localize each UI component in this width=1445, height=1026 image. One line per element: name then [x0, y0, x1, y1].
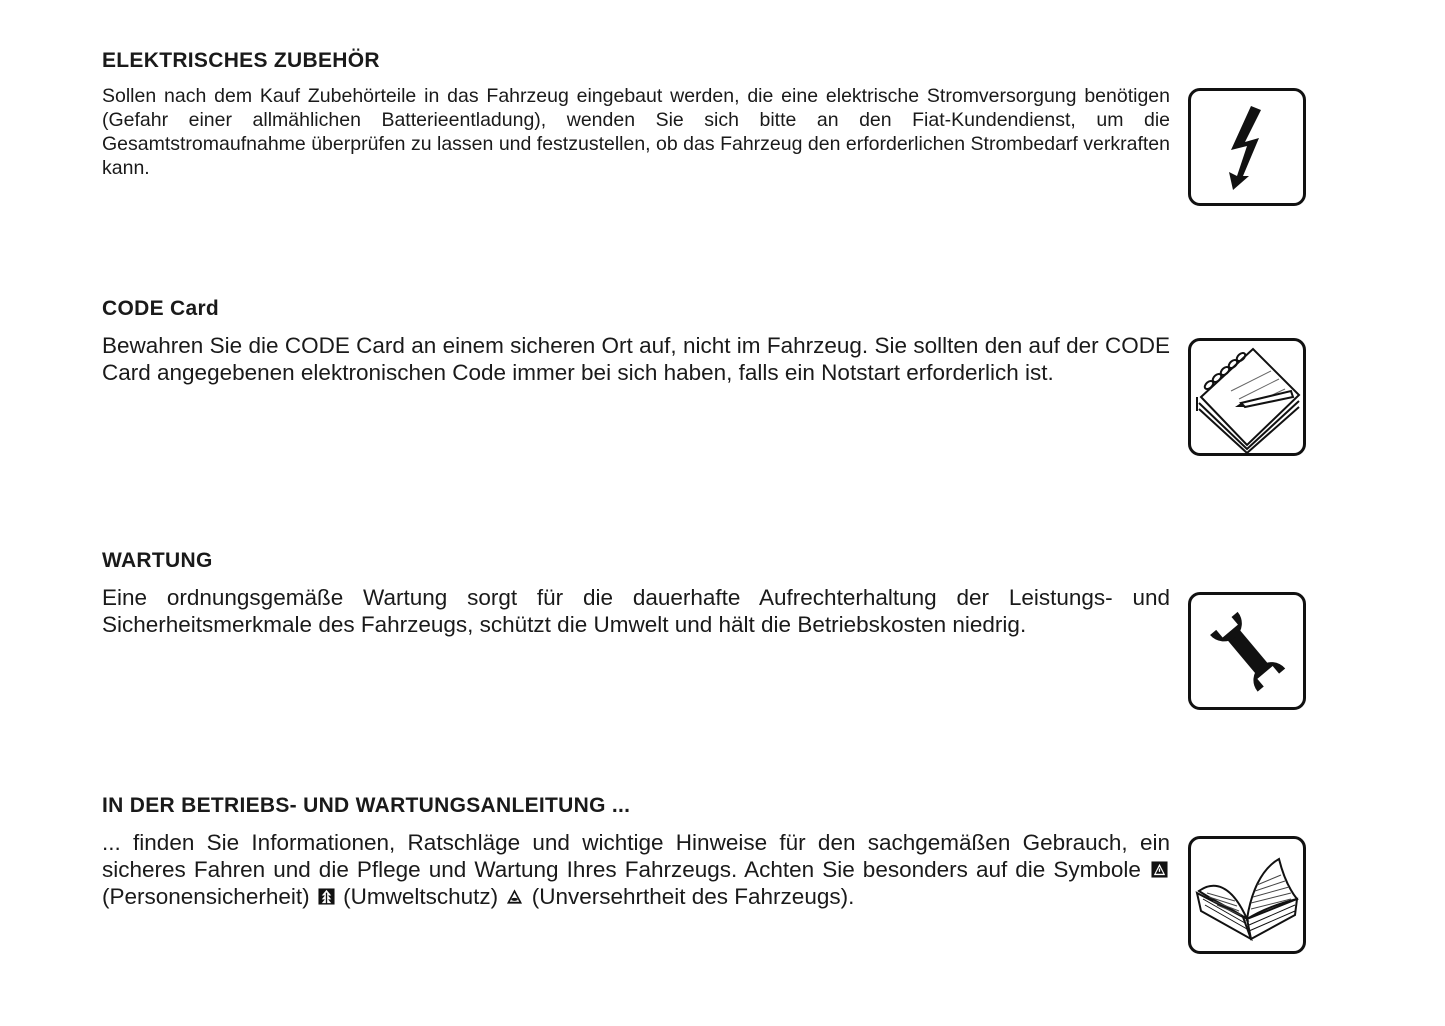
text-part-2: (Personensicherheit): [102, 884, 310, 909]
wrench-icon: [1188, 592, 1306, 710]
section-electrical-accessories: [102, 48, 1170, 180]
environment-icon: [318, 888, 335, 905]
notepad-icon: [1188, 338, 1306, 456]
section-heading: ELEKTRISCHES ZUBEHÖR: [102, 49, 380, 72]
text-part-3: (Umweltschutz): [343, 884, 499, 909]
lightning-icon: [1188, 88, 1306, 206]
section-heading: WARTUNG: [102, 549, 213, 572]
section-maintenance: [102, 548, 1170, 638]
vehicle-integrity-icon: [506, 888, 523, 905]
section-code-card: [102, 296, 1170, 386]
text-part-4: (Unversehrtheit des Fahrzeugs).: [531, 884, 855, 909]
text-part-1: ... finden Sie Informationen, Ratschläge und wichtige Hinweise für den sachgemäßen Gebrauch, ein sicheres Fahren und die Pflege und Wartung Ihres Fahrzeugs. Achten Sie besonders auf die Symbole: [102, 830, 1170, 882]
section-text: Bewahren Sie die CODE Card an einem sicheren Ort auf, nicht im Fahrzeug. Sie sollten den auf der CODE Card angegebenen elektronischen Code immer bei sich haben, falls ein Notstart erforderlich ist.: [102, 333, 1170, 385]
section-text: [102, 829, 1170, 910]
section-text: Eine ordnungsgemäße Wartung sorgt für die dauerhafte Aufrechterhaltung der Leistungs- und Sicherheitsmerkmale des Fahrzeugs, schützt die Umwelt und hält die Betriebskosten niedrig.: [102, 585, 1170, 637]
section-text: Sollen nach dem Kauf Zubehörteile in das Fahrzeug eingebaut werden, die eine elektrische Stromversorgung benötigen (Gefahr einer allmählichen Batterieentladung), wenden Sie sich bitte an den Fiat-Kundendienst, um die Gesamtstromaufnahme überprüfen zu lassen und festzustellen, ob das Fahrzeug den erforderlichen Strombedarf verkraften kann.: [102, 85, 1170, 179]
section-heading: CODE Card: [102, 297, 220, 320]
person-safety-icon: [1151, 861, 1168, 878]
book-icon: [1188, 836, 1306, 954]
section-heading: IN DER BETRIEBS- UND WARTUNGSANLEITUNG ...: [102, 794, 631, 817]
section-manual-info: [102, 793, 1170, 910]
